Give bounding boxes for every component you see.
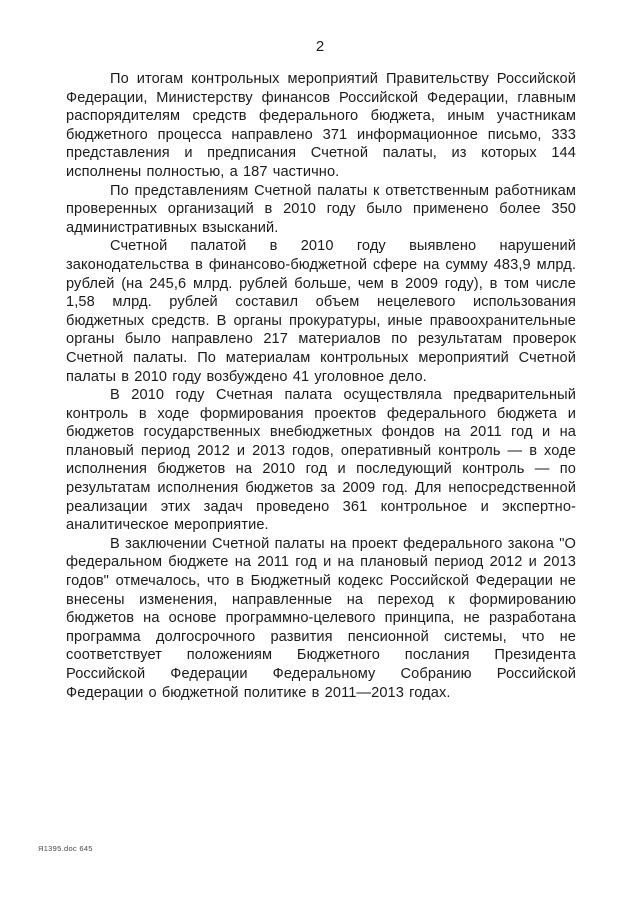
document-body [66, 70, 576, 702]
paragraph: По итогам контрольных мероприятий Правительству Российской Федерации, Министерству финансов Российской Федерации, главным распорядителям средств федерального бюджета, иным участникам бюджетного процесса направлено 371 информационное письмо, 333 представления и предписания Счетной палаты, из которых 144 исполнены полностью, а 187 частично. [66, 71, 576, 180]
paragraph: Счетной палатой в 2010 году выявлено нарушений законодательства в финансово-бюджетной сфере на сумму 483,9 млрд. рублей (на 245,6 млрд. рублей больше, чем в 2009 году), в том числе 1,58 млрд. рублей составил объем нецелевого использования бюджетных средств. В органы прокуратуры, иные правоохранительные органы было направлено 217 материалов по результатам проверок Счетной палаты. По материалам контрольных мероприятий Счетной палаты в 2010 году возбуждено 41 уголовное дело. [66, 238, 576, 385]
paragraph: В заключении Счетной палаты на проект федерального закона "О федеральном бюджете на 2011 год и на плановый период 2012 и 2013 годов" отмечалось, что в Бюджетный кодекс Российской Федерации не внесены изменения, направленные на переход к формированию бюджетов на основе программно-целевого принципа, не разработана программа долгосрочного развития пенсионной системы, что не соответствует положениям Бюджетного послания Президента Российской Федерации Федеральному Собранию Российской Федерации о бюджетной политике в 2011—2013 годах. [66, 535, 576, 701]
paragraph: В 2010 году Счетная палата осуществляла предварительный контроль в ходе формирования проектов федерального бюджета и бюджетов государственных внебюджетных фондов на 2011 год и на плановый период 2012 и 2013 годов, оперативный контроль — в ходе исполнения бюджетов на 2010 год и последующий контроль — по результатам исполнения бюджетов за 2009 год. Для непосредственной реализации этих задач проведено 361 контрольное и экспертно-аналитическое мероприятие. [66, 387, 576, 534]
paragraph: По представлениям Счетной палаты к ответственным работникам проверенных организаций в 2010 году было применено более 350 административных взысканий. [66, 182, 576, 236]
document-footer-note: Я1395.doc 645 [38, 844, 93, 853]
page-number: 2 [315, 38, 325, 55]
